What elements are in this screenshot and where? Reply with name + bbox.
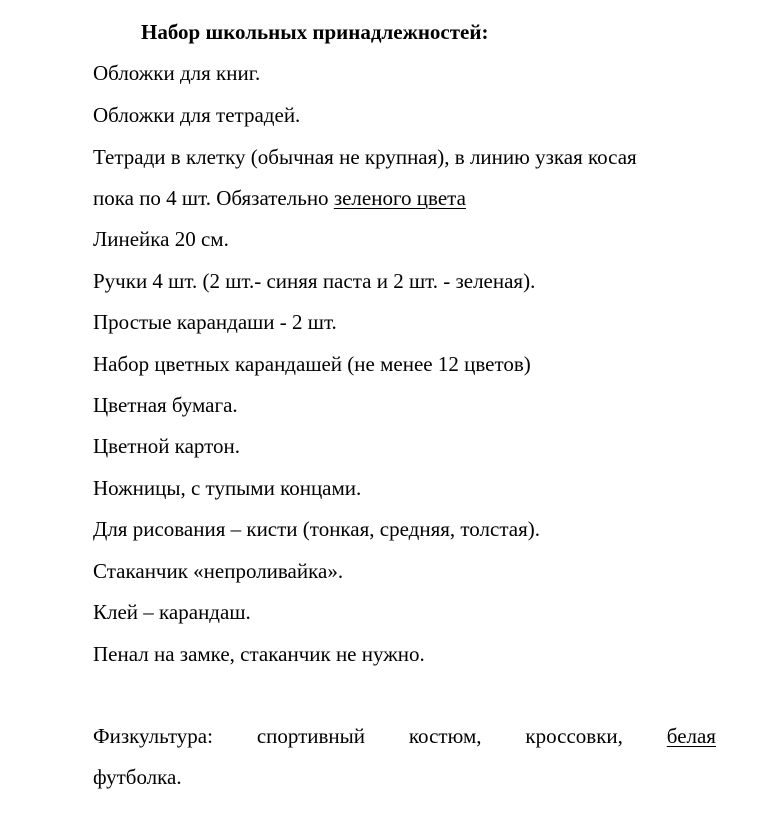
pe-word-sneakers: кроссовки, <box>525 724 623 748</box>
list-item-scissors: Ножницы, с тупыми концами. <box>93 476 362 500</box>
pe-word-suit: костюм, <box>408 724 482 748</box>
list-title: Набор школьных принадлежностей: <box>141 20 489 44</box>
pe-requirements-line <box>93 723 716 749</box>
list-item-notebooks-continued <box>93 185 466 211</box>
pe-word-sport: спортивный <box>256 724 366 748</box>
list-item-brushes: Для рисования – кисти (тонкая, средняя, толстая). <box>93 517 540 541</box>
list-item-colored-cardboard: Цветной картон. <box>93 434 240 458</box>
list-item-notebooks: Тетради в клетку (обычная не крупная), в линию узкая косая <box>93 145 637 169</box>
notebooks-continued-text: пока по 4 шт. Обязательно <box>93 186 334 210</box>
list-item-pencil-case: Пенал на замке, стаканчик не нужно. <box>93 642 425 666</box>
list-item-notebook-covers: Обложки для тетрадей. <box>93 103 301 127</box>
green-color-emphasis: зеленого цвета <box>333 186 466 210</box>
list-item-colored-paper: Цветная бумага. <box>93 393 238 417</box>
list-item-ruler: Линейка 20 см. <box>93 227 229 251</box>
white-color-emphasis: белая <box>666 724 716 748</box>
pe-label: Физкультура: <box>93 724 213 748</box>
list-item-pens: Ручки 4 шт. (2 шт.- синяя паста и 2 шт. - зеленая). <box>93 269 536 293</box>
pe-requirements-continued: футболка. <box>93 765 182 789</box>
list-item-glue-stick: Клей – карандаш. <box>93 600 251 624</box>
list-item-spill-proof-cup: Стаканчик «непроливайка». <box>93 559 344 583</box>
list-item-pencils: Простые карандаши - 2 шт. <box>93 310 337 334</box>
list-item-colored-pencils: Набор цветных карандашей (не менее 12 цветов) <box>93 352 531 376</box>
list-item-book-covers: Обложки для книг. <box>93 61 261 85</box>
